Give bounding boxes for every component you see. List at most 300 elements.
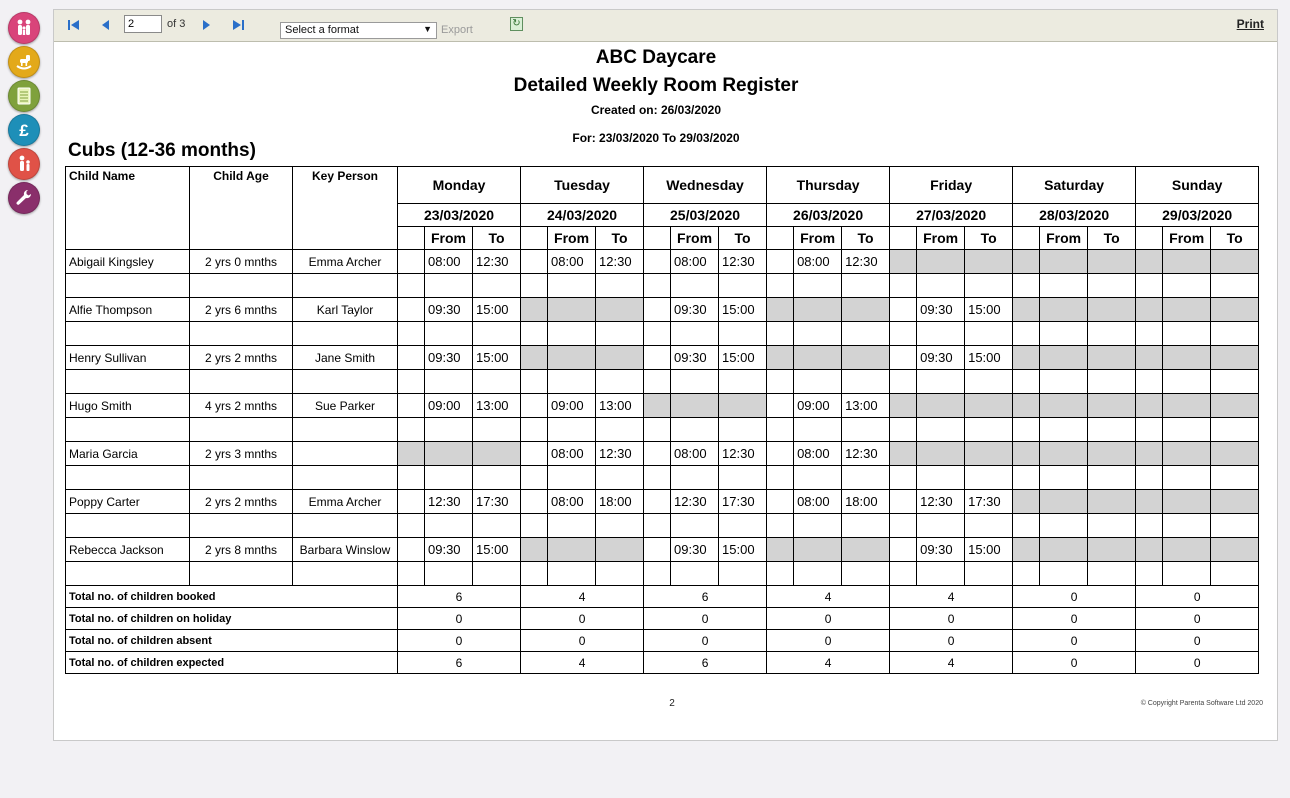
not-booked-cell: [890, 394, 917, 418]
blank-cell: [425, 466, 473, 490]
session-to: 18:00: [596, 490, 644, 514]
blank-cell: [596, 466, 644, 490]
not-booked-cell: [1163, 298, 1211, 322]
child-age: 2 yrs 0 mnths: [190, 250, 293, 274]
blank-cell: [1088, 514, 1136, 538]
blank-cell: [1040, 418, 1088, 442]
room-title: Cubs (12-36 months): [68, 140, 256, 161]
not-booked-cell: [917, 442, 965, 466]
blank-cell: [398, 466, 425, 490]
blank-cell: [1013, 514, 1040, 538]
session-to: 12:30: [473, 250, 521, 274]
not-booked-cell: [644, 394, 671, 418]
totals-label: Total no. of children booked: [66, 586, 398, 608]
session-to: 12:30: [719, 250, 767, 274]
not-booked-cell: [1088, 394, 1136, 418]
not-booked-cell: [1013, 442, 1040, 466]
session-from: 08:00: [548, 250, 596, 274]
blank-cell: [917, 418, 965, 442]
key-person: Barbara Winslow: [293, 538, 398, 562]
not-booked-cell: [548, 298, 596, 322]
not-booked-cell: [794, 346, 842, 370]
notes-row: [66, 466, 1259, 490]
not-booked-cell: [1088, 346, 1136, 370]
blank-cell: [671, 274, 719, 298]
blank-cell: [1136, 370, 1163, 394]
not-booked-cell: [842, 298, 890, 322]
attendance-mark-cell: [644, 490, 671, 514]
blank-cell: [1211, 418, 1259, 442]
session-to: 12:30: [842, 442, 890, 466]
attendance-mark-cell: [398, 538, 425, 562]
totals-value: 0: [644, 608, 767, 630]
blank-cell: [548, 514, 596, 538]
blank-cell: [719, 370, 767, 394]
to-header: To: [1088, 227, 1136, 250]
totals-value: 4: [767, 586, 890, 608]
blank-cell: [1136, 418, 1163, 442]
rocking-horse-icon: [13, 51, 35, 73]
blank-cell: [1040, 466, 1088, 490]
key-person: Emma Archer: [293, 490, 398, 514]
session-from: 09:30: [917, 346, 965, 370]
from-header: From: [1163, 227, 1211, 250]
not-booked-cell: [521, 346, 548, 370]
from-header: From: [1040, 227, 1088, 250]
blank-cell: [1013, 274, 1040, 298]
not-booked-cell: [1013, 538, 1040, 562]
session-from: 08:00: [794, 442, 842, 466]
day-header: Monday: [398, 167, 521, 204]
totals-value: 0: [1013, 630, 1136, 652]
totals-value: 0: [890, 608, 1013, 630]
not-booked-cell: [767, 538, 794, 562]
session-from: 08:00: [794, 250, 842, 274]
blank-cell: [293, 514, 398, 538]
totals-value: 4: [767, 652, 890, 674]
totals-label: Total no. of children absent: [66, 630, 398, 652]
blank-cell: [767, 514, 794, 538]
attendance-mark-cell: [890, 346, 917, 370]
not-booked-cell: [842, 346, 890, 370]
blank-cell: [425, 562, 473, 586]
not-booked-cell: [917, 250, 965, 274]
not-booked-cell: [965, 250, 1013, 274]
session-from: 09:30: [671, 346, 719, 370]
not-booked-cell: [1136, 442, 1163, 466]
not-booked-cell: [1136, 250, 1163, 274]
blank-cell: [398, 418, 425, 442]
session-to: 15:00: [965, 346, 1013, 370]
blank-cell: [671, 466, 719, 490]
blank-cell: [190, 562, 293, 586]
blank-cell: [398, 322, 425, 346]
settings-wrench-nav-button[interactable]: [8, 182, 40, 214]
blank-cell: [1163, 562, 1211, 586]
blank-cell: [719, 562, 767, 586]
child-age: 4 yrs 2 mnths: [190, 394, 293, 418]
not-booked-cell: [1013, 346, 1040, 370]
first-page-icon[interactable]: [67, 18, 81, 32]
blank-cell: [890, 370, 917, 394]
blank-cell: [425, 418, 473, 442]
col-header-key-person: Key Person: [293, 167, 398, 250]
session-to: 13:00: [842, 394, 890, 418]
blank-cell: [293, 274, 398, 298]
blank-cell: [190, 418, 293, 442]
totals-value: 0: [521, 608, 644, 630]
table-row: [66, 442, 1259, 466]
blank-cell: [917, 562, 965, 586]
not-booked-cell: [398, 442, 425, 466]
blank-cell: [842, 514, 890, 538]
totals-value: 6: [644, 652, 767, 674]
blank-cell: [596, 322, 644, 346]
blank-cell: [548, 274, 596, 298]
day-header: Sunday: [1136, 167, 1259, 204]
pound-icon: [13, 119, 35, 141]
blank-cell: [917, 514, 965, 538]
export-format-select[interactable]: [280, 22, 437, 39]
attendance-mark-cell: [767, 442, 794, 466]
next-page-icon[interactable]: [199, 18, 213, 32]
blank-cell: [644, 418, 671, 442]
blank-cell: [473, 514, 521, 538]
blank-cell: [190, 514, 293, 538]
from-header: From: [671, 227, 719, 250]
blank-cell: [719, 514, 767, 538]
not-booked-cell: [1040, 250, 1088, 274]
last-page-icon[interactable]: [231, 18, 245, 32]
report-subtitle: Detailed Weekly Room Register: [513, 75, 799, 96]
totals-row: [66, 586, 1259, 608]
blank-cell: [965, 418, 1013, 442]
report-period: For: 23/03/2020 To 29/03/2020: [572, 131, 740, 145]
not-booked-cell: [1211, 250, 1259, 274]
attendance-mark-cell: [890, 490, 917, 514]
not-booked-cell: [548, 346, 596, 370]
child-age: 2 yrs 2 mnths: [190, 490, 293, 514]
dropdown-arrow-icon: ▼: [423, 24, 432, 34]
session-to: 15:00: [473, 346, 521, 370]
blank-cell: [1013, 418, 1040, 442]
attendance-mark-cell: [521, 490, 548, 514]
session-to: 15:00: [965, 298, 1013, 322]
blank-cell: [521, 370, 548, 394]
blank-cell: [890, 274, 917, 298]
blank-cell: [890, 514, 917, 538]
report-toolbar: [54, 10, 1277, 42]
not-booked-cell: [1163, 538, 1211, 562]
session-from: 08:00: [671, 250, 719, 274]
session-to: 12:30: [596, 442, 644, 466]
blank-cell: [890, 562, 917, 586]
table-row: [66, 298, 1259, 322]
attendance-mark-cell: [398, 250, 425, 274]
attendance-mark-cell: [398, 490, 425, 514]
blank-cell: [644, 514, 671, 538]
blank-cell: [794, 370, 842, 394]
notes-row: [66, 274, 1259, 298]
page-number-input[interactable]: [124, 15, 162, 33]
not-booked-cell: [1040, 298, 1088, 322]
key-person: Jane Smith: [293, 346, 398, 370]
blank-cell: [1136, 514, 1163, 538]
blank-cell: [66, 274, 190, 298]
blank-cell: [965, 274, 1013, 298]
blank-cell: [66, 322, 190, 346]
blank-cell: [644, 562, 671, 586]
not-booked-cell: [1211, 442, 1259, 466]
totals-value: 4: [890, 586, 1013, 608]
not-booked-cell: [1211, 538, 1259, 562]
session-to: 15:00: [473, 538, 521, 562]
blank-cell: [190, 370, 293, 394]
export-link[interactable]: Export: [441, 24, 473, 36]
date-header: 23/03/2020: [398, 204, 521, 227]
not-booked-cell: [1088, 442, 1136, 466]
blank-cell: [1013, 562, 1040, 586]
child-name: Poppy Carter: [66, 490, 190, 514]
blank-header-cell: [1136, 227, 1163, 250]
session-from: 09:30: [425, 538, 473, 562]
session-from: 12:30: [917, 490, 965, 514]
blank-cell: [965, 514, 1013, 538]
not-booked-cell: [1088, 538, 1136, 562]
report-viewer: [53, 9, 1278, 741]
attendance-mark-cell: [398, 346, 425, 370]
not-booked-cell: [1163, 250, 1211, 274]
blank-cell: [1040, 322, 1088, 346]
blank-cell: [917, 370, 965, 394]
session-from: 09:30: [917, 298, 965, 322]
room-register-table: [65, 166, 1259, 674]
blank-cell: [794, 514, 842, 538]
session-from: 08:00: [548, 490, 596, 514]
blank-cell: [425, 514, 473, 538]
session-from: 09:00: [425, 394, 473, 418]
print-link[interactable]: Print: [1236, 17, 1264, 31]
from-header: From: [794, 227, 842, 250]
totals-row: [66, 608, 1259, 630]
blank-cell: [1040, 562, 1088, 586]
session-to: 13:00: [473, 394, 521, 418]
not-booked-cell: [890, 442, 917, 466]
totals-value: 4: [521, 652, 644, 674]
blank-cell: [596, 274, 644, 298]
attendance-mark-cell: [521, 250, 548, 274]
session-to: 15:00: [719, 346, 767, 370]
attendance-mark-cell: [521, 442, 548, 466]
blank-cell: [1163, 370, 1211, 394]
session-to: 17:30: [965, 490, 1013, 514]
blank-cell: [917, 322, 965, 346]
not-booked-cell: [1040, 490, 1088, 514]
blank-cell: [473, 274, 521, 298]
blank-cell: [644, 370, 671, 394]
attendance-mark-cell: [767, 490, 794, 514]
attendance-mark-cell: [398, 298, 425, 322]
notes-row: [66, 370, 1259, 394]
child-age: 2 yrs 3 mnths: [190, 442, 293, 466]
not-booked-cell: [1211, 346, 1259, 370]
session-from: 09:30: [917, 538, 965, 562]
child-age: 2 yrs 2 mnths: [190, 346, 293, 370]
totals-value: 0: [1136, 652, 1259, 674]
date-header: 24/03/2020: [521, 204, 644, 227]
blank-cell: [398, 274, 425, 298]
not-booked-cell: [596, 538, 644, 562]
blank-cell: [521, 562, 548, 586]
blank-cell: [671, 514, 719, 538]
blank-cell: [767, 466, 794, 490]
previous-page-icon[interactable]: [99, 18, 113, 32]
to-header: To: [1211, 227, 1259, 250]
pound-nav-button[interactable]: [8, 114, 40, 146]
blank-cell: [1088, 466, 1136, 490]
blank-cell: [767, 322, 794, 346]
table-row: [66, 394, 1259, 418]
blank-cell: [767, 418, 794, 442]
blank-cell: [398, 370, 425, 394]
rocking-horse-nav-button[interactable]: [8, 46, 40, 78]
to-header: To: [719, 227, 767, 250]
not-booked-cell: [719, 394, 767, 418]
not-booked-cell: [1136, 298, 1163, 322]
attendance-mark-cell: [767, 394, 794, 418]
not-booked-cell: [767, 298, 794, 322]
not-booked-cell: [596, 298, 644, 322]
blank-cell: [794, 562, 842, 586]
blank-cell: [1163, 466, 1211, 490]
child-name: Rebecca Jackson: [66, 538, 190, 562]
not-booked-cell: [1013, 298, 1040, 322]
col-header-child-age: Child Age: [190, 167, 293, 250]
blank-cell: [794, 466, 842, 490]
totals-value: 0: [398, 630, 521, 652]
blank-cell: [190, 274, 293, 298]
blank-cell: [719, 274, 767, 298]
to-header: To: [965, 227, 1013, 250]
blank-cell: [671, 418, 719, 442]
blank-cell: [794, 322, 842, 346]
blank-cell: [596, 514, 644, 538]
blank-cell: [1040, 514, 1088, 538]
blank-cell: [1013, 322, 1040, 346]
blank-cell: [890, 322, 917, 346]
totals-label: Total no. of children on holiday: [66, 608, 398, 630]
blank-cell: [548, 370, 596, 394]
attendance-mark-cell: [890, 538, 917, 562]
totals-value: 6: [644, 586, 767, 608]
not-booked-cell: [671, 394, 719, 418]
blank-cell: [719, 418, 767, 442]
blank-cell: [842, 418, 890, 442]
not-booked-cell: [1136, 394, 1163, 418]
family-icon: [13, 17, 35, 39]
session-from: 08:00: [548, 442, 596, 466]
blank-cell: [1211, 274, 1259, 298]
export-format-value: Select a format: [285, 24, 359, 36]
blank-cell: [548, 322, 596, 346]
not-booked-cell: [1013, 250, 1040, 274]
blank-cell: [398, 562, 425, 586]
not-booked-cell: [1013, 490, 1040, 514]
totals-value: 0: [398, 608, 521, 630]
blank-cell: [767, 370, 794, 394]
session-to: 17:30: [473, 490, 521, 514]
totals-value: 4: [890, 652, 1013, 674]
totals-value: 0: [1013, 608, 1136, 630]
blank-cell: [473, 418, 521, 442]
blank-cell: [293, 418, 398, 442]
blank-cell: [596, 418, 644, 442]
attendance-mark-cell: [890, 298, 917, 322]
blank-cell: [1211, 466, 1259, 490]
staff-nav-button[interactable]: [8, 148, 40, 180]
blank-cell: [473, 370, 521, 394]
totals-value: 0: [1136, 586, 1259, 608]
blank-cell: [521, 466, 548, 490]
date-header: 28/03/2020: [1013, 204, 1136, 227]
blank-cell: [473, 562, 521, 586]
blank-header-cell: [644, 227, 671, 250]
refresh-icon[interactable]: ↻: [510, 17, 523, 31]
blank-cell: [719, 322, 767, 346]
blank-cell: [794, 418, 842, 442]
blank-cell: [644, 322, 671, 346]
session-to: 15:00: [965, 538, 1013, 562]
blank-cell: [425, 274, 473, 298]
family-nav-button[interactable]: [8, 12, 40, 44]
blank-cell: [66, 514, 190, 538]
blank-cell: [473, 466, 521, 490]
key-person: [293, 442, 398, 466]
blank-cell: [521, 514, 548, 538]
blank-cell: [473, 322, 521, 346]
register-book-icon: [13, 85, 35, 107]
totals-value: 4: [521, 586, 644, 608]
blank-cell: [1163, 322, 1211, 346]
attendance-mark-cell: [644, 298, 671, 322]
page-count-label: of 3: [167, 18, 186, 30]
child-age: 2 yrs 8 mnths: [190, 538, 293, 562]
not-booked-cell: [1040, 394, 1088, 418]
blank-cell: [66, 370, 190, 394]
blank-cell: [842, 466, 890, 490]
attendance-mark-cell: [644, 250, 671, 274]
blank-cell: [190, 322, 293, 346]
from-header: From: [917, 227, 965, 250]
table-row: [66, 490, 1259, 514]
blank-cell: [842, 274, 890, 298]
blank-header-cell: [1013, 227, 1040, 250]
key-person: Karl Taylor: [293, 298, 398, 322]
session-from: 08:00: [671, 442, 719, 466]
notes-row: [66, 322, 1259, 346]
blank-cell: [965, 370, 1013, 394]
date-header: 27/03/2020: [890, 204, 1013, 227]
blank-cell: [890, 466, 917, 490]
col-header-child-name: Child Name: [66, 167, 190, 250]
register-book-nav-button[interactable]: [8, 80, 40, 112]
svg-text:£: £: [19, 121, 29, 140]
not-booked-cell: [794, 538, 842, 562]
not-booked-cell: [1136, 346, 1163, 370]
totals-label: Total no. of children expected: [66, 652, 398, 674]
not-booked-cell: [1163, 442, 1211, 466]
settings-wrench-icon: [13, 187, 35, 209]
